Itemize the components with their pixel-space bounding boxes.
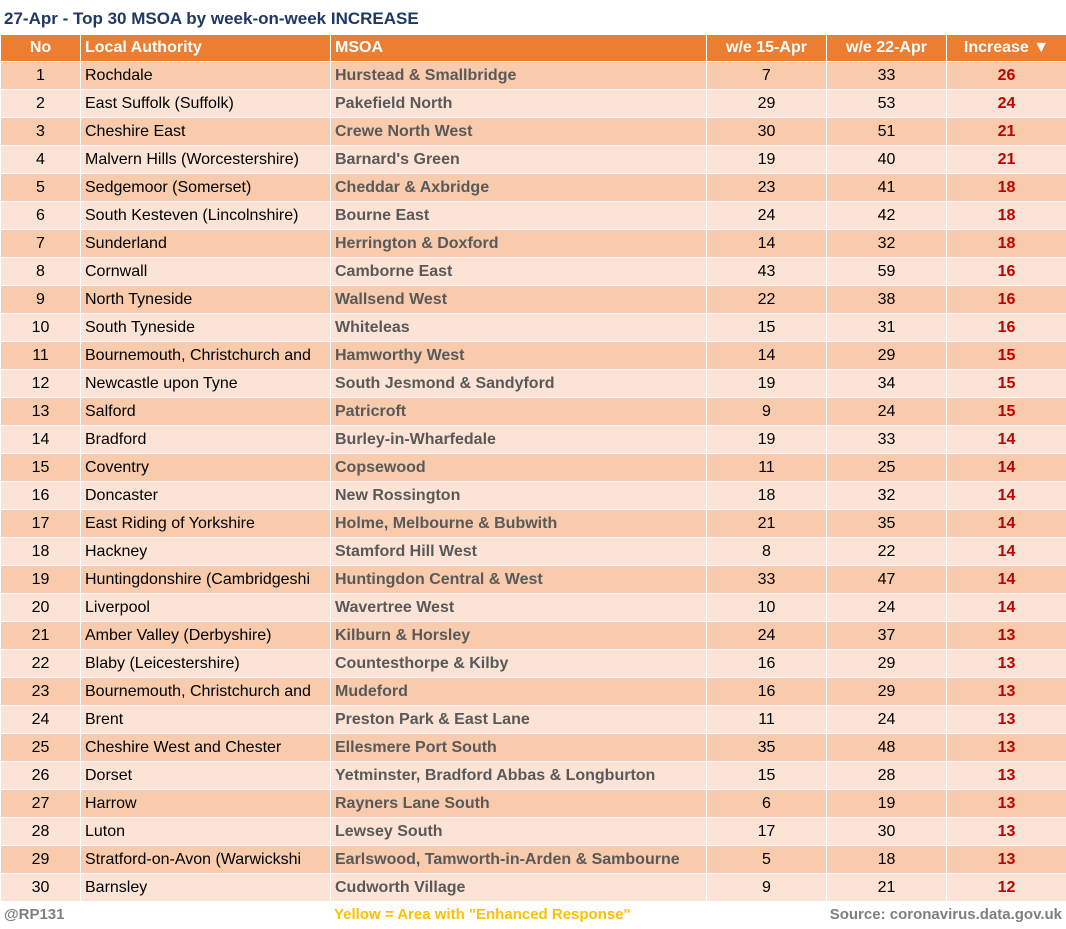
cell-msoa: Hamworthy West bbox=[331, 342, 707, 370]
cell-local-authority: Bournemouth, Christchurch and bbox=[81, 342, 331, 370]
cell-msoa: Herrington & Doxford bbox=[331, 230, 707, 258]
table-row bbox=[1, 398, 1066, 426]
cell-msoa: Yetminster, Bradford Abbas & Longburton bbox=[331, 762, 707, 790]
cell-msoa: Stamford Hill West bbox=[331, 538, 707, 566]
cell-we-15-apr: 11 bbox=[707, 454, 827, 482]
cell-increase: 14 bbox=[947, 482, 1066, 510]
cell-increase: 13 bbox=[947, 762, 1066, 790]
cell-we-15-apr: 9 bbox=[707, 398, 827, 426]
cell-we-15-apr: 24 bbox=[707, 202, 827, 230]
cell-local-authority: Barnsley bbox=[81, 874, 331, 902]
cell-local-authority: Newcastle upon Tyne bbox=[81, 370, 331, 398]
table-row bbox=[1, 846, 1066, 874]
cell-msoa: Holme, Melbourne & Bubwith bbox=[331, 510, 707, 538]
cell-we-15-apr: 17 bbox=[707, 818, 827, 846]
cell-we-22-apr: 47 bbox=[827, 566, 947, 594]
cell-no: 15 bbox=[1, 454, 81, 482]
cell-no: 3 bbox=[1, 118, 81, 146]
cell-increase: 14 bbox=[947, 538, 1066, 566]
cell-no: 21 bbox=[1, 622, 81, 650]
footer-legend: Yellow = Area with "Enhanced Response" bbox=[334, 906, 631, 923]
cell-local-authority: Coventry bbox=[81, 454, 331, 482]
cell-we-22-apr: 35 bbox=[827, 510, 947, 538]
cell-we-15-apr: 16 bbox=[707, 650, 827, 678]
cell-we-15-apr: 11 bbox=[707, 706, 827, 734]
table-row bbox=[1, 790, 1066, 818]
cell-increase: 21 bbox=[947, 146, 1066, 174]
cell-local-authority: Amber Valley (Derbyshire) bbox=[81, 622, 331, 650]
cell-msoa: Huntingdon Central & West bbox=[331, 566, 707, 594]
cell-we-15-apr: 5 bbox=[707, 846, 827, 874]
table-row bbox=[1, 482, 1066, 510]
cell-we-22-apr: 33 bbox=[827, 426, 947, 454]
cell-local-authority: Liverpool bbox=[81, 594, 331, 622]
cell-no: 4 bbox=[1, 146, 81, 174]
table-row bbox=[1, 314, 1066, 342]
cell-msoa: Preston Park & East Lane bbox=[331, 706, 707, 734]
cell-increase: 13 bbox=[947, 622, 1066, 650]
cell-msoa: Bourne East bbox=[331, 202, 707, 230]
cell-we-22-apr: 42 bbox=[827, 202, 947, 230]
cell-no: 25 bbox=[1, 734, 81, 762]
cell-msoa: Whiteleas bbox=[331, 314, 707, 342]
cell-increase: 12 bbox=[947, 874, 1066, 902]
cell-local-authority: Hackney bbox=[81, 538, 331, 566]
cell-we-15-apr: 15 bbox=[707, 762, 827, 790]
cell-msoa: Crewe North West bbox=[331, 118, 707, 146]
cell-increase: 24 bbox=[947, 90, 1066, 118]
table-row bbox=[1, 426, 1066, 454]
cell-msoa: Pakefield North bbox=[331, 90, 707, 118]
table-row bbox=[1, 90, 1066, 118]
cell-msoa: Ellesmere Port South bbox=[331, 734, 707, 762]
cell-local-authority: South Tyneside bbox=[81, 314, 331, 342]
cell-we-15-apr: 19 bbox=[707, 426, 827, 454]
cell-increase: 14 bbox=[947, 510, 1066, 538]
table-row bbox=[1, 510, 1066, 538]
cell-we-15-apr: 16 bbox=[707, 678, 827, 706]
table-row bbox=[1, 286, 1066, 314]
cell-msoa: Kilburn & Horsley bbox=[331, 622, 707, 650]
cell-we-22-apr: 34 bbox=[827, 370, 947, 398]
cell-we-15-apr: 29 bbox=[707, 90, 827, 118]
cell-no: 26 bbox=[1, 762, 81, 790]
table-row bbox=[1, 118, 1066, 146]
table-row bbox=[1, 342, 1066, 370]
cell-we-22-apr: 22 bbox=[827, 538, 947, 566]
cell-no: 29 bbox=[1, 846, 81, 874]
cell-we-22-apr: 31 bbox=[827, 314, 947, 342]
cell-local-authority: Luton bbox=[81, 818, 331, 846]
cell-msoa: Copsewood bbox=[331, 454, 707, 482]
table-header-row bbox=[1, 35, 1066, 62]
cell-we-15-apr: 22 bbox=[707, 286, 827, 314]
cell-no: 20 bbox=[1, 594, 81, 622]
cell-msoa: Mudeford bbox=[331, 678, 707, 706]
cell-local-authority: Rochdale bbox=[81, 62, 331, 90]
cell-no: 23 bbox=[1, 678, 81, 706]
cell-we-22-apr: 28 bbox=[827, 762, 947, 790]
cell-local-authority: Bournemouth, Christchurch and bbox=[81, 678, 331, 706]
cell-we-22-apr: 59 bbox=[827, 258, 947, 286]
cell-we-22-apr: 24 bbox=[827, 706, 947, 734]
cell-we-15-apr: 21 bbox=[707, 510, 827, 538]
cell-increase: 18 bbox=[947, 174, 1066, 202]
cell-we-22-apr: 32 bbox=[827, 482, 947, 510]
cell-msoa: Wavertree West bbox=[331, 594, 707, 622]
cell-increase: 13 bbox=[947, 678, 1066, 706]
cell-we-22-apr: 33 bbox=[827, 62, 947, 90]
cell-local-authority: Brent bbox=[81, 706, 331, 734]
cell-we-15-apr: 35 bbox=[707, 734, 827, 762]
cell-msoa: Cudworth Village bbox=[331, 874, 707, 902]
cell-no: 1 bbox=[1, 62, 81, 90]
cell-no: 5 bbox=[1, 174, 81, 202]
cell-we-22-apr: 37 bbox=[827, 622, 947, 650]
table-row bbox=[1, 762, 1066, 790]
cell-msoa: Rayners Lane South bbox=[331, 790, 707, 818]
cell-we-15-apr: 30 bbox=[707, 118, 827, 146]
header-increase-sort[interactable]: Increase ▼ bbox=[947, 35, 1066, 62]
cell-msoa: Barnard's Green bbox=[331, 146, 707, 174]
cell-we-15-apr: 24 bbox=[707, 622, 827, 650]
cell-no: 12 bbox=[1, 370, 81, 398]
cell-we-22-apr: 51 bbox=[827, 118, 947, 146]
table-row bbox=[1, 874, 1066, 902]
cell-local-authority: Bradford bbox=[81, 426, 331, 454]
table-row bbox=[1, 818, 1066, 846]
cell-increase: 15 bbox=[947, 398, 1066, 426]
cell-no: 17 bbox=[1, 510, 81, 538]
cell-we-22-apr: 24 bbox=[827, 398, 947, 426]
table-row bbox=[1, 650, 1066, 678]
cell-local-authority: Malvern Hills (Worcestershire) bbox=[81, 146, 331, 174]
cell-local-authority: East Riding of Yorkshire bbox=[81, 510, 331, 538]
cell-we-15-apr: 9 bbox=[707, 874, 827, 902]
cell-no: 30 bbox=[1, 874, 81, 902]
cell-local-authority: Stratford-on-Avon (Warwickshi bbox=[81, 846, 331, 874]
header-msoa: MSOA bbox=[331, 35, 707, 62]
cell-msoa: Camborne East bbox=[331, 258, 707, 286]
cell-we-15-apr: 18 bbox=[707, 482, 827, 510]
cell-msoa: Hurstead & Smallbridge bbox=[331, 62, 707, 90]
cell-increase: 16 bbox=[947, 258, 1066, 286]
cell-no: 8 bbox=[1, 258, 81, 286]
cell-we-22-apr: 18 bbox=[827, 846, 947, 874]
cell-no: 22 bbox=[1, 650, 81, 678]
cell-msoa: Burley-in-Wharfedale bbox=[331, 426, 707, 454]
cell-we-22-apr: 38 bbox=[827, 286, 947, 314]
cell-no: 18 bbox=[1, 538, 81, 566]
cell-local-authority: Cheshire East bbox=[81, 118, 331, 146]
cell-no: 28 bbox=[1, 818, 81, 846]
cell-increase: 18 bbox=[947, 230, 1066, 258]
table-row bbox=[1, 258, 1066, 286]
cell-no: 7 bbox=[1, 230, 81, 258]
table-row bbox=[1, 706, 1066, 734]
cell-we-22-apr: 32 bbox=[827, 230, 947, 258]
cell-we-15-apr: 33 bbox=[707, 566, 827, 594]
cell-local-authority: South Kesteven (Lincolnshire) bbox=[81, 202, 331, 230]
cell-local-authority: North Tyneside bbox=[81, 286, 331, 314]
cell-increase: 13 bbox=[947, 846, 1066, 874]
cell-we-22-apr: 19 bbox=[827, 790, 947, 818]
cell-msoa: Earlswood, Tamworth-in-Arden & Sambourne bbox=[331, 846, 707, 874]
cell-msoa: Countesthorpe & Kilby bbox=[331, 650, 707, 678]
header-local-authority: Local Authority bbox=[81, 35, 331, 62]
cell-we-22-apr: 40 bbox=[827, 146, 947, 174]
cell-local-authority: Dorset bbox=[81, 762, 331, 790]
cell-increase: 26 bbox=[947, 62, 1066, 90]
cell-increase: 21 bbox=[947, 118, 1066, 146]
table-row bbox=[1, 370, 1066, 398]
cell-we-22-apr: 29 bbox=[827, 342, 947, 370]
cell-we-22-apr: 53 bbox=[827, 90, 947, 118]
cell-msoa: Cheddar & Axbridge bbox=[331, 174, 707, 202]
cell-increase: 13 bbox=[947, 706, 1066, 734]
cell-we-15-apr: 15 bbox=[707, 314, 827, 342]
cell-we-22-apr: 25 bbox=[827, 454, 947, 482]
table-row bbox=[1, 174, 1066, 202]
cell-local-authority: Doncaster bbox=[81, 482, 331, 510]
cell-increase: 13 bbox=[947, 790, 1066, 818]
cell-we-15-apr: 8 bbox=[707, 538, 827, 566]
cell-increase: 15 bbox=[947, 342, 1066, 370]
table-row bbox=[1, 62, 1066, 90]
cell-we-15-apr: 7 bbox=[707, 62, 827, 90]
cell-no: 19 bbox=[1, 566, 81, 594]
cell-we-15-apr: 14 bbox=[707, 230, 827, 258]
cell-msoa: Lewsey South bbox=[331, 818, 707, 846]
cell-msoa: Wallsend West bbox=[331, 286, 707, 314]
cell-increase: 13 bbox=[947, 734, 1066, 762]
cell-no: 16 bbox=[1, 482, 81, 510]
cell-local-authority: Harrow bbox=[81, 790, 331, 818]
cell-we-15-apr: 19 bbox=[707, 146, 827, 174]
cell-we-22-apr: 24 bbox=[827, 594, 947, 622]
cell-no: 11 bbox=[1, 342, 81, 370]
table-row bbox=[1, 230, 1066, 258]
cell-increase: 16 bbox=[947, 286, 1066, 314]
cell-we-15-apr: 14 bbox=[707, 342, 827, 370]
cell-we-15-apr: 23 bbox=[707, 174, 827, 202]
cell-local-authority: East Suffolk (Suffolk) bbox=[81, 90, 331, 118]
cell-we-22-apr: 29 bbox=[827, 650, 947, 678]
table-row bbox=[1, 566, 1066, 594]
cell-increase: 13 bbox=[947, 818, 1066, 846]
table-row bbox=[1, 202, 1066, 230]
cell-increase: 15 bbox=[947, 370, 1066, 398]
msoa-table bbox=[0, 34, 1066, 902]
footer-source: Source: coronavirus.data.gov.uk bbox=[829, 906, 1062, 923]
cell-increase: 16 bbox=[947, 314, 1066, 342]
cell-we-22-apr: 48 bbox=[827, 734, 947, 762]
footer-handle: @RP131 bbox=[4, 906, 65, 923]
table-row bbox=[1, 734, 1066, 762]
cell-local-authority: Huntingdonshire (Cambridgeshi bbox=[81, 566, 331, 594]
table-row bbox=[1, 594, 1066, 622]
cell-no: 24 bbox=[1, 706, 81, 734]
cell-we-15-apr: 6 bbox=[707, 790, 827, 818]
table-row bbox=[1, 622, 1066, 650]
cell-no: 27 bbox=[1, 790, 81, 818]
cell-no: 2 bbox=[1, 90, 81, 118]
cell-msoa: New Rossington bbox=[331, 482, 707, 510]
cell-local-authority: Salford bbox=[81, 398, 331, 426]
cell-no: 6 bbox=[1, 202, 81, 230]
cell-local-authority: Sedgemoor (Somerset) bbox=[81, 174, 331, 202]
cell-msoa: Patricroft bbox=[331, 398, 707, 426]
cell-we-15-apr: 19 bbox=[707, 370, 827, 398]
header-we-22-apr: w/e 22-Apr bbox=[827, 35, 947, 62]
cell-local-authority: Cornwall bbox=[81, 258, 331, 286]
cell-no: 9 bbox=[1, 286, 81, 314]
cell-msoa: South Jesmond & Sandyford bbox=[331, 370, 707, 398]
cell-local-authority: Sunderland bbox=[81, 230, 331, 258]
cell-local-authority: Blaby (Leicestershire) bbox=[81, 650, 331, 678]
cell-local-authority: Cheshire West and Chester bbox=[81, 734, 331, 762]
cell-increase: 14 bbox=[947, 454, 1066, 482]
table-row bbox=[1, 454, 1066, 482]
cell-increase: 18 bbox=[947, 202, 1066, 230]
table-row bbox=[1, 146, 1066, 174]
cell-increase: 14 bbox=[947, 426, 1066, 454]
cell-increase: 14 bbox=[947, 594, 1066, 622]
cell-we-22-apr: 21 bbox=[827, 874, 947, 902]
table-row bbox=[1, 538, 1066, 566]
cell-no: 13 bbox=[1, 398, 81, 426]
cell-no: 14 bbox=[1, 426, 81, 454]
cell-we-22-apr: 29 bbox=[827, 678, 947, 706]
table-body bbox=[1, 62, 1066, 902]
cell-no: 10 bbox=[1, 314, 81, 342]
header-we-15-apr: w/e 15-Apr bbox=[707, 35, 827, 62]
cell-we-22-apr: 41 bbox=[827, 174, 947, 202]
cell-increase: 14 bbox=[947, 566, 1066, 594]
cell-we-22-apr: 30 bbox=[827, 818, 947, 846]
table-row bbox=[1, 678, 1066, 706]
cell-we-15-apr: 43 bbox=[707, 258, 827, 286]
header-no: No bbox=[1, 35, 81, 62]
cell-increase: 13 bbox=[947, 650, 1066, 678]
page-title: 27-Apr - Top 30 MSOA by week-on-week INCREASE bbox=[4, 9, 419, 28]
cell-we-15-apr: 10 bbox=[707, 594, 827, 622]
